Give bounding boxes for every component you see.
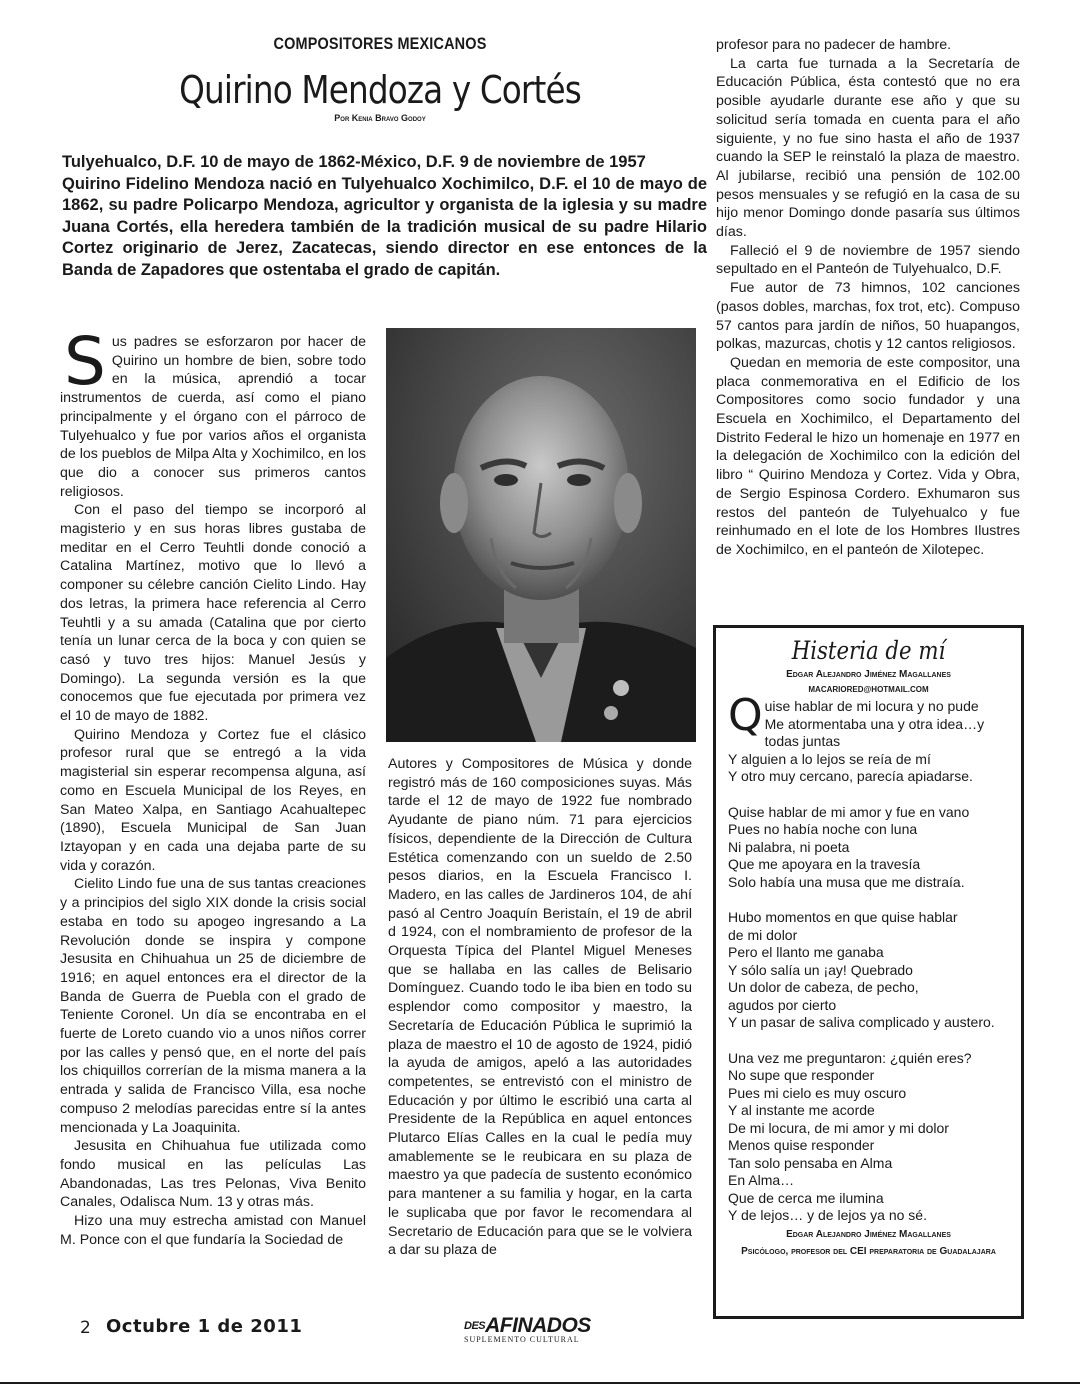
paragraph: Jesusita en Chihuahua fue utilizada como fondo musical en las películas Las Abandonadas, Las tres Pelonas, Viva Benito Canales, Odalisca Num. 13 y otras más. [60, 1138, 366, 1211]
logo-wordmark [464, 1316, 614, 1336]
poem-line: Y al instante me acorde [728, 1102, 875, 1118]
logo-main-text: AFINADOS [485, 1314, 591, 1337]
poem-line: Y otro muy cercano, parecía apiadarse. [728, 768, 973, 784]
poem-line: Hubo momentos en que quise hablar [728, 909, 958, 925]
first-paragraph [60, 333, 366, 501]
poem-line: Me atormentaba una y otra idea…y todas juntas [764, 715, 985, 749]
page-number: 2 [80, 1318, 91, 1338]
poem-line: Solo había una musa que me distraía. [728, 873, 965, 890]
desafinados-logo [464, 1316, 614, 1348]
poem-stanza-4 [728, 1050, 1009, 1225]
poem-line: Pero el llanto me ganaba [728, 944, 884, 960]
logo-prefix: DES [464, 1320, 486, 1332]
drop-cap: S [64, 333, 106, 400]
poem-line: Tan solo pensaba en Alma [728, 1154, 893, 1171]
poem-line: En Alma… [728, 1172, 795, 1188]
section-label: COMPOSITORES MEXICANOS [273, 34, 487, 53]
paragraph: Con el paso del tiempo se incorporó al magisterio y en sus horas libres gustaba de meditar en el Cerro Teuhtli donde conoció a Catalina Martínez, motivo que lo llevó a componer su célebre canción Cielito Lindo. Hay dos letras, la primera hace referencia al Cerro Teuhtli y a su amada (Catalina que por cierto tenía un lunar cerca de la boca y con quien se casó y tuvo tres hijos: Manuel Jesús y Domingo). La segunda versión es la que conocemos que fue ejecutada por primera vez el 10 de mayo de 1882. [60, 502, 366, 725]
paragraph: Falleció el 9 de noviembre de 1957 siendo sepultado en el Panteón de Tulyehualco, D.F. [716, 242, 1020, 278]
poem-drop-cap: Q [728, 690, 763, 741]
article-column-3 [716, 36, 1020, 616]
poem-email: MACARIORED@HOTMAIL.COM [808, 685, 929, 694]
poem-line: Y un pasar de saliva complicado y austero. [728, 1014, 995, 1030]
paragraph: Cielito Lindo fue una de sus tantas creaciones y a principios del siglo XIX donde la crisis social estaba en todo su apogeo ingresando a La Revolución donde se inspira y compone Jesusita en Chihuahua un 25 de diciembre de 1916; en aquel entonces era el director de la Banda de Guerra de Puebla con el grado de Teniente Coronel. Un día se encontraba en el fuerte de Loreto cuando vio a unos niños correr por las calles y pensó que, en el norte del país los chiquillos correrían de la misma manera a la entrada y salida de Francisco Villa, esa noche compuso 2 melodías parecidas entre sí la antes mencionada y La Joaquinita. [60, 876, 366, 1136]
poem-line: De mi locura, de mi amor y mi dolor [728, 1119, 949, 1136]
bottom-divider [0, 1382, 1080, 1384]
poem-author: Edgar Alejandro Jiménez Magallanes [786, 669, 951, 680]
poem-credential: Psicólogo, profesor del CEI preparatoria de Guadalajara [741, 1245, 996, 1257]
poem-line: No supe que responder [728, 1067, 875, 1083]
poem-signature: Edgar Alejandro Jiménez Magallanes [786, 1228, 951, 1240]
article-column-1 [60, 333, 366, 1313]
poem-line: Menos quise responder [728, 1137, 875, 1153]
poem-stanza-1 [728, 690, 1009, 786]
lead-dates: Tulyehualco, D.F. 10 de mayo de 1862-México, D.F. 9 de noviembre de 1957 [62, 153, 646, 171]
poem-line: agudos por cierto [728, 996, 837, 1013]
paragraph: profesor para no padecer de hambre. [716, 37, 952, 53]
poem-title: Histeria de mí [791, 636, 946, 665]
poem-line: Y sólo salía un ¡ay! Quebrado [728, 961, 913, 978]
paragraph: La carta fue turnada a la Secretaría de Educación Pública, ésta contestó que no era posible ayudarle durante ese año y que su solicitud sería tomada en cuenta para el año siguiente, y no fue sino hasta el año de 1937 cuando la SEP le reinstaló la plaza de maestro. Al jubilarse, recibió una pensión de 102.00 pesos mensuales y se refugió en la casa de su hijo menor Domingo donde pasaría sus últimos días. [716, 55, 1020, 241]
issue-date: Octubre 1 de 2011 [106, 1316, 303, 1337]
poem-line: Un dolor de cabeza, de pecho, [728, 979, 919, 995]
paragraph: Quirino Mendoza y Cortez fue el clásico profesor rural que se entregó a la vida magisterial sin esperar recompensa alguna, así como en Escuela Municipal de los Reyes, en San Mateo Xalpa, en Santiago Acahualtepec (1890), Escuela Municipal de San Juan Iztayopan y en cada una dejaba parte de su vida y corazón. [60, 726, 366, 874]
article-column-2 [388, 755, 692, 1315]
poem-line: Que de cerca me ilumina [728, 1189, 884, 1206]
paragraph-text: us padres se esforzaron por hacer de Quirino un hombre de bien, sobre todo en la música, aprendió a tocar instrumentos de cuerda, así como el piano principalmente y el órgano con el párroco de Tulyehualco y fue por varios años el organista de los pueblos de Milpa Alta y Xochimilco, en los que dio a conocer sus primeros cantos religiosos. [60, 334, 366, 500]
poem-body [728, 690, 1009, 1225]
poem-line: Pues no había noche con luna [728, 821, 918, 837]
byline: Por Kenia Bravo Godoy [334, 113, 426, 123]
poem-line: uise hablar de mi locura y no pude [764, 698, 979, 714]
paragraph: Quedan en memoria de este compositor, una placa conmemorativa en el Edificio de los Compositores como socio fundador y una Escuela en Xochimilco, el Departamento del Distrito Federal le hizo un homenaje en 1977 en la delegación de Xochimilco con la edición del libro “ Quirino Mendoza y Cortez. Vida y Obra, de Sergio Espinosa Cordero. Exhumaron sus restos del panteón de Tulyehualco y fue reinhumado en el lote de los Hombres Ilustres de Xochimilco, en el panteón de Xilotepec. [716, 354, 1020, 558]
poem-line: Que me apoyara en la travesía [728, 856, 921, 872]
logo-subtitle: SUPLEMENTO CULTURAL [464, 1335, 580, 1344]
paragraph: Autores y Compositores de Música y donde registró más de 160 composiciones suyas. Más tarde el 12 de mayo de 1922 fue nombrado Ayudante de piano núm. 71 para ejercicios físicos, dependiente de la Dirección de Cultura Estética comenzando con un sueldo de 2.50 pesos diarios, en la Escuela Francisco I. Madero, en las calles de Jardineros 104, de ahí pasó al Centro Joaquín Beristaín, el 19 de abril d 1924, con el nombramiento de profesor de la Orquesta Típica del Plantel Miguel Meneses que se hallaba en las calles de Belisario Domínguez. Cuando todo le iba bien en todo su esplendor como compositor y maestro, la Secretaría de Educación Pública le suprimió la plaza de maestro el 10 de agosto de 1924, pidió la ayuda de amigos, apeló a las autoridades competentes, se entrevistó con el ministro de Educación y por último le escribió una carta al Presidente de la República en aquel entonces Plutarco Elías Calles en la cual le pedía muy amablemente se le reubicara en su plaza de maestro ya que padecía de sustento económico para mantener a su familia y hogar, en la carta le suplicaba que por favor le recomendara al Secretario de Educación para que se le volviera a dar su plaza de [388, 756, 692, 1259]
portrait-photo [386, 328, 696, 742]
article-title: Quirino Mendoza y Cortés [179, 68, 581, 112]
poem-line: Quise hablar de mi amor y fue en vano [728, 803, 970, 820]
poem-line: Una vez me preguntaron: ¿quién eres? [728, 1049, 972, 1066]
paragraph: Fue autor de 73 himnos, 102 canciones (pasos dobles, marchas, fox trot, etc). Compuso 57 cantos para jardín de niños, 50 huapangos, polkas, mazurcas, chotis y 12 cantos religiosos. [716, 280, 1020, 353]
poem-line: Y de lejos… y de lejos ya no sé. [728, 1207, 927, 1223]
lead-text: Quirino Fidelino Mendoza nació en Tulyehualco Xochimilco, D.F. el 10 de mayo de 1862, su padre Policarpo Mendoza, agricultor y organista de la iglesia y su madre Juana Cortés, ella heredera también de la tradición musical de su padre Hilario Cortez originario de Jerez, Zacatecas, siendo director en ese entonces de la Banda de Zapadores que ostentaba el grado de capitán. [62, 174, 707, 279]
lead-paragraph [62, 152, 707, 282]
poem-stanza-3 [728, 909, 1009, 1032]
poem-line: de mi dolor [728, 926, 798, 943]
poem-box [713, 625, 1024, 1319]
poem-line: Ni palabra, ni poeta [728, 838, 850, 855]
poem-line: Y alguien a lo lejos se reía de mí [728, 750, 931, 767]
paragraph: Hizo una muy estrecha amistad con Manuel M. Ponce con el que fundaría la Sociedad de [60, 1213, 366, 1248]
poem-line: Pues mi cielo es muy oscuro [728, 1084, 907, 1101]
poem-stanza-2 [728, 804, 1009, 892]
